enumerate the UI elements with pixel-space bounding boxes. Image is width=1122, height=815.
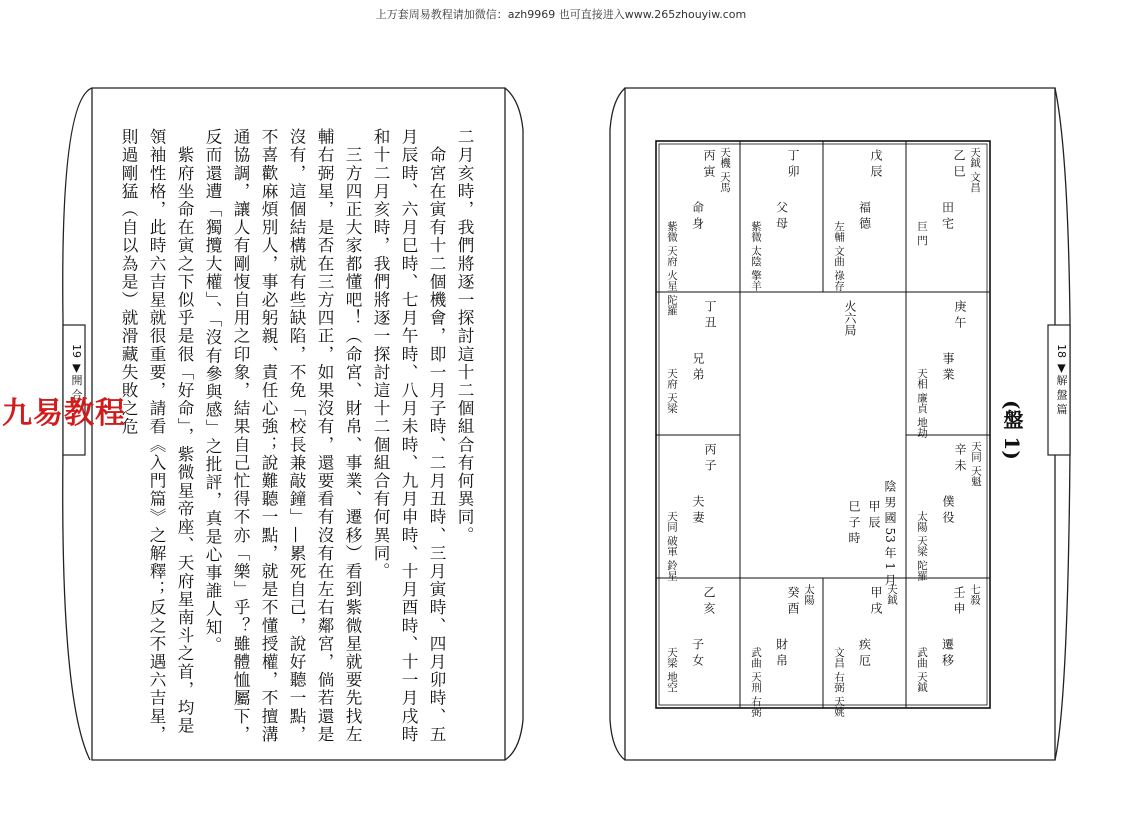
watermark-logo: 九易教程	[2, 396, 126, 431]
cell-minor: 紫微 天府 火星 陀羅	[666, 220, 678, 315]
cell-palace: 事 業	[941, 352, 955, 380]
cell-palace: 遷 移	[940, 638, 955, 666]
cell-stem: 乙 亥	[702, 586, 716, 614]
cell-minor: 天府 天梁	[666, 367, 678, 413]
left-tab-number: 19	[70, 344, 83, 358]
chart-title: (盤 1)	[1000, 400, 1024, 460]
center-birth: 陰 男 國 53 年 1 月	[883, 480, 897, 586]
paragraph: 三方四正大家都懂吧！（命宮、財帛、事業、遷移）看到紫微星就要先找左輔右弼星，是否在三方四正，如果沒有，還要看有沒有在左右鄰宮，倘若還是沒有，這個結構就有些缺陷，不免「校長兼敲鐘」—累死自己，說好聽一點，不喜歡麻煩別人，事必躬親、責任心強；說難聽一點，就是不懂授權，不擅溝通協調，讓人有剛愎自用之印象，結果自己忙得不亦「樂」乎？雖體恤屬下，反而還遭「獨攬大權」、「沒有參與感」之批評，真是心事誰人知。	[203, 128, 362, 744]
cell-minor: 太陽 天梁 陀羅	[916, 510, 928, 581]
cell-stem: 庚 午	[953, 300, 967, 328]
cell-stem: 丁 丑	[703, 300, 717, 328]
left-tab-text: ▼開 合	[70, 361, 83, 400]
paragraph: 紫府坐命在寅之下似乎是很「好命」，紫微星帝座、天府星南斗之首，均是領袖性格，此時六吉星就很重要，請看《入門篇》之解釋；反之不遇六吉星，則過剛猛（自以為是）就滑藏失敗之危	[119, 128, 194, 744]
cell-palace: 福 德	[857, 201, 872, 229]
right-page-tab	[1053, 344, 1069, 415]
cell-stem: 乙 巳	[952, 149, 966, 177]
left-page-body	[119, 128, 478, 748]
right-tab-number: 18	[1055, 344, 1068, 358]
cell-stem: 戊 辰	[869, 149, 883, 177]
cell-stem: 丙 子	[703, 443, 717, 471]
cell-stars: 七殺	[969, 584, 981, 605]
cell-minor: 武曲 天刑 右弼	[750, 647, 762, 717]
cell-palace: 疾 厄	[857, 638, 872, 666]
cell-stem: 癸 酉	[786, 586, 800, 614]
cell-minor: 紫微 太陰 擎羊	[750, 220, 762, 291]
cell-palace: 子 女	[690, 638, 705, 666]
cell-stars: 太陽	[803, 584, 815, 605]
cell-stars: 天機 天馬	[719, 147, 731, 193]
cell-stem: 辛 未	[953, 443, 967, 471]
cell-palace: 父 母	[774, 201, 789, 229]
cell-palace: 財 帛	[774, 638, 789, 666]
paragraph: 命宮在寅有十二個機會，即一月子時、二月丑時、三月寅時、四月卯時、五月辰時、六月巳時、七月午時、八月未時、九月申時、十月酉時、十一月戌時和十二月亥時，我們將逐一探討這十二個組合有何異同。	[371, 128, 446, 744]
center-bureau: 火六局	[843, 300, 857, 336]
cell-minor: 巨 門	[916, 220, 928, 245]
paragraph: 二月亥時，我們將逐一探討這十二個組合有何異同。	[455, 128, 474, 545]
cell-palace: 夫 妻	[691, 495, 705, 523]
cell-minor: 天梁 地空	[666, 647, 678, 693]
cell-stars: 天同 天魁	[970, 441, 982, 487]
cell-minor: 武曲 天鉞	[916, 647, 928, 693]
cell-minor: 左輔 文曲 祿存	[833, 220, 845, 291]
cell-stem: 甲 戌	[869, 586, 883, 614]
cell-palace: 田 宅	[940, 201, 955, 229]
cell-stem: 壬 申	[952, 586, 966, 614]
right-tab-text: ▼解 盤 篇	[1055, 361, 1068, 415]
center-hour: 巳 子 時	[847, 500, 861, 544]
cell-stars: 天鉞	[886, 584, 898, 605]
cell-minor: 文昌 右弼 天姚	[833, 647, 845, 717]
header-banner: 上万套周易教程请加微信：azh9969 也可直接进入www.265zhouyiw.com	[375, 8, 747, 21]
cell-minor: 天同 破軍 鈴星	[666, 510, 678, 581]
cell-palace: 僕 役	[941, 495, 955, 523]
cell-stem: 丁 卯	[786, 149, 800, 177]
cell-minor: 天相 廉貞 地劫	[916, 367, 928, 438]
cell-stars: 天鉞 文昌	[969, 147, 981, 193]
center-year: 甲 辰	[867, 500, 881, 528]
cell-palace: 兄 弟	[691, 352, 705, 380]
cell-stem: 丙 寅	[702, 149, 716, 177]
cell-palace: 命 身	[690, 201, 705, 229]
